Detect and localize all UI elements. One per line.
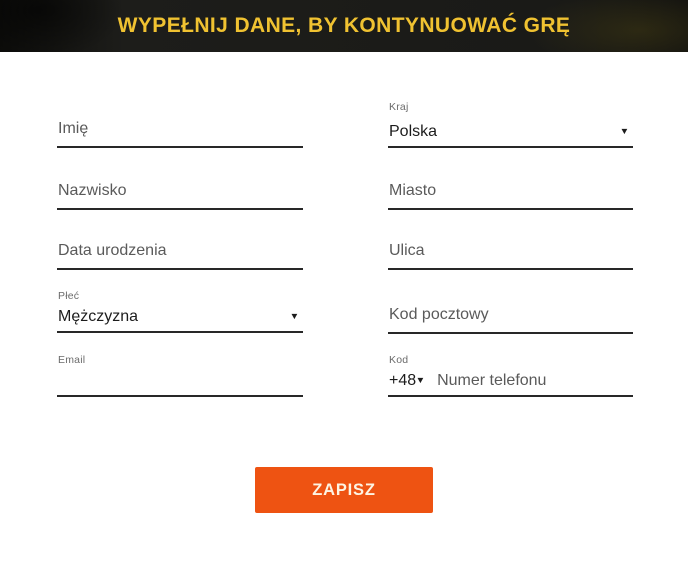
save-button[interactable]: ZAPISZ [255,467,433,513]
phone-code-selected-value: +48 [389,371,417,389]
page-title: WYPEŁNIJ DANE, BY KONTYNUOWAĆ GRĘ [117,14,571,37]
header-banner [0,0,688,52]
last-name-field [57,179,303,210]
phone-code-label: Kod [389,354,409,366]
phone-row [388,366,633,397]
chevron-down-icon: ▼ [619,126,630,136]
chevron-down-icon: ▼ [289,311,300,321]
country-select[interactable] [388,117,633,148]
gender-selected-value: Mężczyzna [58,307,139,325]
country-label: Kraj [389,101,409,113]
street-field [388,239,633,270]
phone-code-select[interactable] [388,366,427,395]
email-field [57,366,303,397]
email-input[interactable] [57,366,303,397]
birth-date-field [57,239,303,270]
city-field [388,179,633,210]
first-name-field [57,117,303,148]
birth-date-input[interactable] [57,239,303,270]
phone-number-input[interactable] [437,366,644,395]
first-name-input[interactable] [57,117,303,148]
street-input[interactable] [388,239,633,270]
gender-select[interactable] [57,302,303,333]
gender-label: Płeć [58,290,80,302]
postal-code-field [388,303,633,334]
country-selected-value: Polska [389,122,438,140]
chevron-down-icon: ▼ [415,375,426,385]
postal-code-input[interactable] [388,303,633,334]
city-input[interactable] [388,179,633,210]
last-name-input[interactable] [57,179,303,210]
email-label: Email [58,354,86,366]
